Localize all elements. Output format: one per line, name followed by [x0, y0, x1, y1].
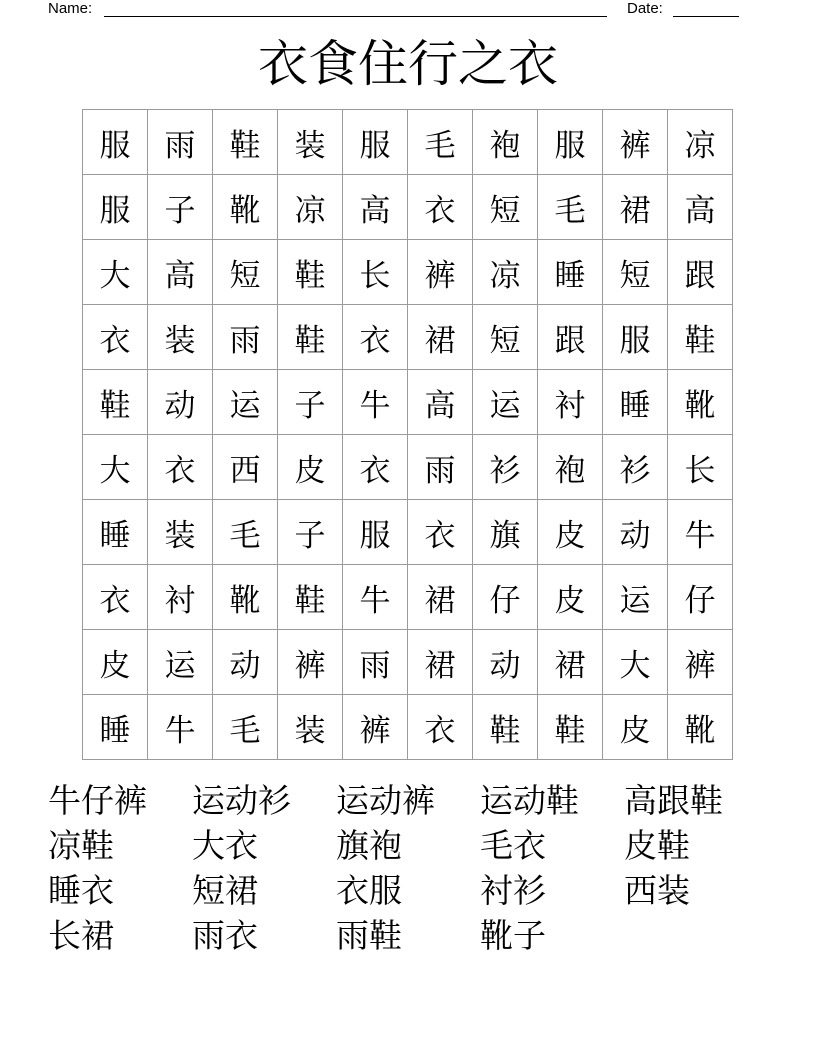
grid-cell: 鞋: [473, 695, 538, 760]
word-list-item: 旗袍: [336, 826, 402, 865]
grid-cell: 动: [603, 500, 668, 565]
grid-cell: 衫: [603, 435, 668, 500]
grid-row: [83, 695, 733, 760]
word-list-item: 大衣: [192, 826, 258, 865]
word-list-item: 衣服: [336, 871, 402, 910]
grid-cell: 靴: [668, 370, 733, 435]
grid-cell: 运: [473, 370, 538, 435]
grid-row: [83, 110, 733, 175]
grid-cell: 子: [278, 500, 343, 565]
word-list-item: 凉鞋: [48, 826, 114, 865]
grid-cell: 服: [343, 110, 408, 175]
grid-cell: 衣: [343, 435, 408, 500]
word-list-item: 靴子: [480, 916, 546, 955]
grid-cell: 裙: [408, 305, 473, 370]
grid-cell: 靴: [213, 175, 278, 240]
grid-cell: 服: [538, 110, 603, 175]
grid-row: [83, 240, 733, 305]
grid-cell: 短: [213, 240, 278, 305]
grid-cell: 衬: [148, 565, 213, 630]
grid-cell: 袍: [538, 435, 603, 500]
grid-cell: 裙: [603, 175, 668, 240]
grid-cell: 雨: [213, 305, 278, 370]
grid-row: [83, 435, 733, 500]
grid-cell: 短: [473, 305, 538, 370]
grid-cell: 大: [83, 435, 148, 500]
grid-cell: 睡: [603, 370, 668, 435]
grid-cell: 裤: [343, 695, 408, 760]
word-list-item: 短裙: [192, 871, 258, 910]
word-list-item: 雨鞋: [336, 916, 402, 955]
grid-cell: 裤: [603, 110, 668, 175]
grid-cell: 服: [83, 110, 148, 175]
grid-cell: 皮: [538, 565, 603, 630]
grid-cell: 毛: [538, 175, 603, 240]
grid-cell: 鞋: [278, 240, 343, 305]
date-label: Date:: [627, 0, 663, 17]
date-blank-line: [673, 16, 739, 17]
grid-cell: 凉: [473, 240, 538, 305]
grid-cell: 衣: [408, 175, 473, 240]
grid-cell: 衣: [83, 565, 148, 630]
grid-cell: 毛: [408, 110, 473, 175]
grid-cell: 裤: [668, 630, 733, 695]
grid-cell: 皮: [538, 500, 603, 565]
grid-cell: 毛: [213, 500, 278, 565]
name-blank-line: [104, 16, 607, 17]
grid-cell: 鞋: [538, 695, 603, 760]
grid-cell: 衣: [148, 435, 213, 500]
grid-cell: 动: [213, 630, 278, 695]
grid-cell: 凉: [668, 110, 733, 175]
grid-cell: 旗: [473, 500, 538, 565]
grid-cell: 皮: [603, 695, 668, 760]
grid-row: [83, 175, 733, 240]
grid-cell: 仔: [473, 565, 538, 630]
grid-cell: 牛: [343, 565, 408, 630]
grid-cell: 鞋: [278, 305, 343, 370]
grid-cell: 长: [343, 240, 408, 305]
grid-cell: 衬: [538, 370, 603, 435]
word-list-item: 皮鞋: [624, 826, 690, 865]
grid-cell: 裙: [408, 630, 473, 695]
grid-cell: 装: [148, 305, 213, 370]
grid-row: [83, 370, 733, 435]
grid-cell: 装: [278, 110, 343, 175]
word-list: [48, 778, 768, 958]
word-list-item: 运动裤: [336, 781, 435, 820]
grid-cell: 高: [408, 370, 473, 435]
grid-cell: 雨: [148, 110, 213, 175]
grid-cell: 服: [343, 500, 408, 565]
grid-cell: 跟: [538, 305, 603, 370]
grid-cell: 裙: [538, 630, 603, 695]
grid-cell: 睡: [83, 695, 148, 760]
grid-row: [83, 565, 733, 630]
grid-cell: 睡: [83, 500, 148, 565]
grid-cell: 运: [603, 565, 668, 630]
page-title: 衣食住行之衣: [258, 35, 558, 93]
grid-row: [83, 305, 733, 370]
grid-cell: 雨: [408, 435, 473, 500]
grid-cell: 衫: [473, 435, 538, 500]
word-list-item: 雨衣: [192, 916, 258, 955]
grid-cell: 睡: [538, 240, 603, 305]
grid-cell: 动: [148, 370, 213, 435]
grid-cell: 牛: [343, 370, 408, 435]
grid-cell: 西: [213, 435, 278, 500]
grid-cell: 裤: [408, 240, 473, 305]
grid-cell: 短: [473, 175, 538, 240]
grid-cell: 裤: [278, 630, 343, 695]
grid-row: [83, 500, 733, 565]
grid-cell: 运: [213, 370, 278, 435]
grid-cell: 高: [668, 175, 733, 240]
grid-row: [83, 630, 733, 695]
word-list-item: 运动衫: [192, 781, 291, 820]
grid-cell: 毛: [213, 695, 278, 760]
word-list-item: 运动鞋: [480, 781, 579, 820]
grid-cell: 服: [83, 175, 148, 240]
grid-cell: 牛: [668, 500, 733, 565]
grid-cell: 靴: [668, 695, 733, 760]
word-list-item: 长裙: [48, 916, 114, 955]
grid-cell: 凉: [278, 175, 343, 240]
grid-cell: 长: [668, 435, 733, 500]
grid-cell: 衣: [343, 305, 408, 370]
grid-cell: 服: [603, 305, 668, 370]
grid-cell: 衣: [408, 695, 473, 760]
grid-cell: 运: [148, 630, 213, 695]
grid-cell: 装: [278, 695, 343, 760]
grid-cell: 皮: [83, 630, 148, 695]
grid-cell: 装: [148, 500, 213, 565]
grid-cell: 鞋: [278, 565, 343, 630]
word-list-item: 毛衣: [480, 826, 546, 865]
grid-cell: 靴: [213, 565, 278, 630]
grid-cell: 仔: [668, 565, 733, 630]
word-list-item: 高跟鞋: [624, 781, 723, 820]
grid-cell: 鞋: [213, 110, 278, 175]
grid-cell: 动: [473, 630, 538, 695]
grid-cell: 大: [83, 240, 148, 305]
grid-cell: 皮: [278, 435, 343, 500]
word-list-item: 牛仔裤: [48, 781, 147, 820]
grid-cell: 高: [343, 175, 408, 240]
grid-cell: 牛: [148, 695, 213, 760]
grid-cell: 衣: [83, 305, 148, 370]
grid-cell: 衣: [408, 500, 473, 565]
grid-cell: 袍: [473, 110, 538, 175]
grid-cell: 鞋: [668, 305, 733, 370]
grid-cell: 子: [278, 370, 343, 435]
name-label: Name:: [48, 0, 93, 17]
grid-cell: 雨: [343, 630, 408, 695]
grid-cell: 裙: [408, 565, 473, 630]
grid-cell: 短: [603, 240, 668, 305]
word-list-item: 衬衫: [480, 871, 546, 910]
grid-cell: 大: [603, 630, 668, 695]
grid-cell: 高: [148, 240, 213, 305]
grid-cell: 鞋: [83, 370, 148, 435]
worksheet-header: [0, 0, 816, 20]
word-list-item: 西装: [624, 871, 690, 910]
word-list-item: 睡衣: [48, 871, 114, 910]
grid-cell: 子: [148, 175, 213, 240]
word-search-grid: [82, 109, 733, 760]
grid-cell: 跟: [668, 240, 733, 305]
